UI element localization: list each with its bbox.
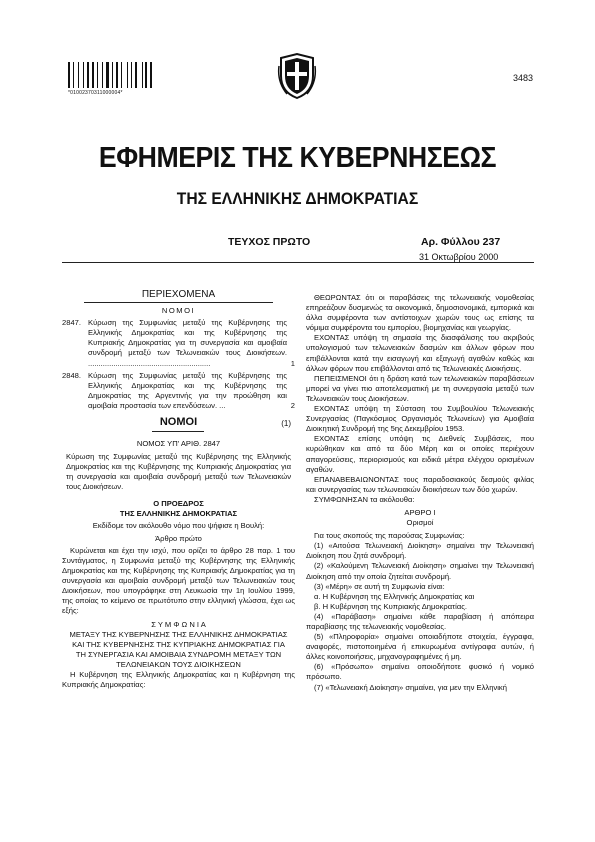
issue-date: 31 Οκτωβρίου 2000 <box>419 252 499 262</box>
definition: (4) «Παράβαση» σημαίνει κάθε παραβίαση ή απόπειρα παραβίασης της τελωνειακής νομοθεσίας. <box>306 611 534 631</box>
barcode-bar <box>95 62 96 88</box>
law-number: ΝΟΜΟΣ ΥΠ' ΑΡΙΘ. 2847 <box>136 439 221 449</box>
contents-rule <box>84 302 273 303</box>
toc-page: 2 <box>290 400 295 410</box>
barcode-bar <box>127 62 128 88</box>
barcode-bar <box>92 62 95 88</box>
president-line-1: Ο ΠΡΟΕΔΡΟΣ <box>153 498 204 508</box>
barcode-bar <box>150 62 152 88</box>
definition: (7) «Τελωνειακή Διοίκηση» σημαίνει, για μεν την Ελληνική <box>314 682 507 692</box>
barcode-bar <box>78 62 79 88</box>
contents-section: ΝΟΜΟΙ <box>161 306 196 316</box>
definition: Για τους σκοπούς της παρούσας Συμφωνίας: <box>314 531 465 541</box>
barcode-bar <box>114 62 115 88</box>
law-title: Κύρωση της Συμφωνίας μεταξύ της Κυβέρνησης της Ελληνικής Δημοκρατίας και της Κυβέρνησης της Κυπριακής Δημοκρατίας για τη συνεργασία και αμοιβαία συνδρομή μεταξύ των Τελωνειακών τους Διοικήσεων. <box>66 452 291 492</box>
toc-item <box>62 371 295 411</box>
recital: ΘΕΩΡΩΝΤΑΣ ότι οι παραβάσεις της τελωνειακής νομοθεσίας επηρεάζουν δυσμενώς τα οικονομικά, δημοσιονομικά, εμπορικά και άλλα συμφέροντα των αντίστοιχων χωρών τους ως επίσης τα νόμιμα συμφέροντα του εμπορίου, βιομηχανίας και γεωργίας. <box>306 293 534 333</box>
issue-series: ΤΕΥΧΟΣ ΠΡΩΤΟ <box>228 236 311 248</box>
barcode-bar <box>135 62 137 88</box>
recital: ΕΧΟΝΤΑΣ επίσης υπόψη τις Διεθνείς Συμβάσεις, που κυρώθηκαν και από τα δύο Μέρη και οι οποίες περιέχουν απαγορεύσεις, περιορισμούς και ειδικά μέτρα ελέγχου ορισμένων αγαθών. <box>306 434 534 474</box>
definition: (1) «Αιτούσα Τελωνειακή Διοίκηση» σημαίνει την Τελωνειακή Διοίκηση που ζητά συνδρομή. <box>306 541 534 561</box>
promulgation-text: Εκδίδομε τον ακόλουθο νόμο που ψήφισε η Βουλή: <box>92 520 265 530</box>
barcode-bar <box>71 62 72 88</box>
article-first-text: Κυρώνεται και έχει την ισχύ, που ορίζει το άρθρο 28 παρ. 1 του Συντάγματος, η Συμφωνία μεταξύ της Κυβέρνησης της Ελληνικής Δημοκρατίας και της Κυβέρνησης της Κυπριακής Δημοκρατίας για τη συνεργασία και αμοιβαία συνδρομή μεταξύ των Τελωνειακών τους Διοικήσεων, που υπογράφηκε στη Λευκωσία την 1η Ιουλίου 1999, της οποίας το κείμενο σε πρωτότυπο στην ελληνική γλώσσα, έχει ως εξής: <box>62 545 295 616</box>
barcode-bar <box>123 62 126 88</box>
barcode-bar <box>83 62 84 88</box>
barcode-bar <box>99 62 101 88</box>
barcode-bar <box>128 62 130 88</box>
definition: α. Η Κυβέρνηση της Ελληνικής Δημοκρατίας και <box>314 591 475 601</box>
definition: (6) «Πρόσωπο» σημαίνει οποιοδήποτε φυσικό ή νομικό πρόσωπο. <box>306 662 534 682</box>
barcode <box>68 62 152 88</box>
barcode-bar <box>119 62 120 88</box>
toc-number: 2848. <box>62 370 82 380</box>
recital: ΠΕΠΕΙΣΜΕΝΟΙ ότι η δράση κατά των τελωνειακών παραβάσεων μπορεί να γίνει πιο αποτελεσματική με τη συνεργασία μεταξύ των Τελωνειακών τους Διοικήσεων. <box>306 373 534 403</box>
barcode-bar <box>110 62 112 88</box>
sheet-number: Αρ. Φύλλου 237 <box>421 236 501 248</box>
barcode-bar <box>133 62 134 88</box>
barcode-bar <box>68 62 70 88</box>
barcode-bar <box>143 62 144 88</box>
gazette-title: ΕΦΗΜΕΡΙΣ ΤΗΣ ΚΥΒΕΡΝΗΣΕΩΣ <box>98 142 497 174</box>
right-column <box>306 293 534 693</box>
recital: ΕΠΑΝΑΒΕΒΑΙΩΝΟΝΤΑΣ τους παραδοσιακούς δεσμούς φιλίας και συνεργασίας των τελωνειακών διοικήσεων των δύο χωρών. <box>306 474 534 494</box>
left-column <box>62 290 295 690</box>
toc-text: Κύρωση της Συμφωνίας μεταξύ της Κυβέρνησης της Ελληνικής Δημοκρατίας και της Κυβέρνησης της Κυπριακής Δημοκρατίας για τη συνεργασία και αμοιβαία συνδρομή μεταξύ των Τελωνειακών τους Διοικήσεων. .......................................................... <box>88 318 287 368</box>
barcode-bar <box>90 62 91 88</box>
definition: (3) «Μέρη» σε αυτή τη Συμφωνία είναι: <box>314 581 445 591</box>
agreement-intro: Η Κυβέρνηση της Ελληνικής Δημοκρατίας και η Κυβέρνηση της Κυπριακής Δημοκρατίας: <box>62 670 295 690</box>
definition: β. Η Κυβέρνηση της Κυπριακής Δημοκρατίας. <box>314 601 467 611</box>
article-first-heading: Άρθρο πρώτο <box>155 533 202 543</box>
recital: ΕΧΟΝΤΑΣ υπόψη τη σημασία της διασφάλισης του ακριβούς υπολογισμού των τελωνειακών δασμών και άλλων φόρων που επιβάλλονται κατά την εισαγωγή και εξαγωγή αγαθών καθώς και άλλων φόρων που επιβάλλονται από τις Τελωνειακές Διοικήσεις. <box>306 333 534 373</box>
barcode-bar <box>85 62 86 88</box>
barcode-bar <box>145 62 147 88</box>
barcode-bar <box>142 62 143 88</box>
toc-number: 2847. <box>62 318 82 328</box>
toc-page: 1 <box>290 358 295 368</box>
barcode-bar <box>106 62 109 88</box>
barcode-bar <box>138 62 141 88</box>
barcode-bar <box>87 62 89 88</box>
laws-section-number: (1) <box>281 419 291 429</box>
contents-heading: ΠΕΡΙΕΧΟΜΕΝΑ <box>141 289 216 300</box>
agreement-heading: Σ Υ Μ Φ Ω Ν Ι Α <box>151 619 206 629</box>
page-number: 3483 <box>512 73 533 83</box>
agreement-title: ΜΕΤΑΞΥ ΤΗΣ ΚΥΒΕΡΝΗΣΗΣ ΤΗΣ ΕΛΛΗΝΙΚΗΣ ΔΗΜΟΚΡΑΤΙΑΣ ΚΑΙ ΤΗΣ ΚΥΒΕΡΝΗΣΗΣ ΤΗΣ ΚΥΠΡΙΑΚΗΣ ΔΗΜΟΚΡΑΤΙΑΣ ΓΙΑ ΤΗ ΣΥΝΕΡΓΑΣΙΑ ΚΑΙ ΑΜΟΙΒΑΙΑ ΣΥΝΔΡΟΜΗ ΜΕΤΑΞΥ ΤΩΝ ΤΕΛΩΝΕΙΑΚΩΝ ΤΟΥΣ ΔΙΟΙΚΗΣΕΩΝ <box>69 629 288 669</box>
article-subheading: Ορισμοί <box>406 518 434 528</box>
barcode-number: *01002370311000004* <box>68 90 123 96</box>
barcode-bar <box>75 62 78 88</box>
barcode-bar <box>80 62 82 88</box>
toc-item <box>62 318 295 368</box>
toc-text: Κύρωση της Συμφωνίας μεταξύ της Κυβέρνησης της Ελληνικής Δημοκρατίας και της Κυβέρνησης της Δημοκρατίας της Αργεντινής για την προώθηση και αμοιβαία προστασία των επενδύσεων. ... <box>88 370 287 410</box>
laws-section-title: ΝΟΜΟΙ <box>159 416 198 429</box>
barcode-bar <box>102 62 103 88</box>
recital: ΣΥΜΦΩΝΗΣΑΝ τα ακόλουθα: <box>314 494 415 504</box>
definition: (2) «Καλούμενη Τελωνειακή Διοίκηση» σημαίνει την Τελωνειακή Διοίκηση από την οποία ζητείται συνδρομή. <box>306 561 534 581</box>
recital: ΕΧΟΝΤΑΣ υπόψη τη Σύσταση του Συμβουλίου Τελωνειακής Συνεργασίας (Παγκόσμιος Οργανισμός Τελωνείων) για Αμοιβαία Διοικητική Συνδρομή της 5ης Δεκεμβρίου 1953. <box>306 404 534 434</box>
coat-of-arms-icon <box>277 52 317 100</box>
definition: (5) «Πληροφορία» σημαίνει οποιαδήποτε στοιχεία, έγγραφα, αναφορές, πιστοποιημένα ή επικυρωμένα αντίγραφα αυτών, ή άλλες κοινοποιήσεις, μηχανογραφημένες ή μη. <box>306 632 534 662</box>
barcode-bar <box>148 62 149 88</box>
laws-section-underline <box>152 431 204 432</box>
president-line-2: ΤΗΣ ΕΛΛΗΝΙΚΗΣ ΔΗΜΟΚΡΑΤΙΑΣ <box>119 508 238 518</box>
header-rule <box>62 262 534 263</box>
laws-section-header <box>62 417 295 433</box>
gazette-subtitle: ΤΗΣ ΕΛΛΗΝΙΚΗΣ ΔΗΜΟΚΡΑΤΙΑΣ <box>176 189 419 208</box>
article-heading: ΑΡΘΡΟ Ι <box>404 507 436 517</box>
barcode-bar <box>121 62 122 88</box>
barcode-bar <box>112 62 113 88</box>
barcode-bar <box>116 62 118 88</box>
barcode-bar <box>131 62 132 88</box>
barcode-bar <box>104 62 105 88</box>
barcode-bar <box>73 62 74 88</box>
barcode-bar <box>97 62 98 88</box>
